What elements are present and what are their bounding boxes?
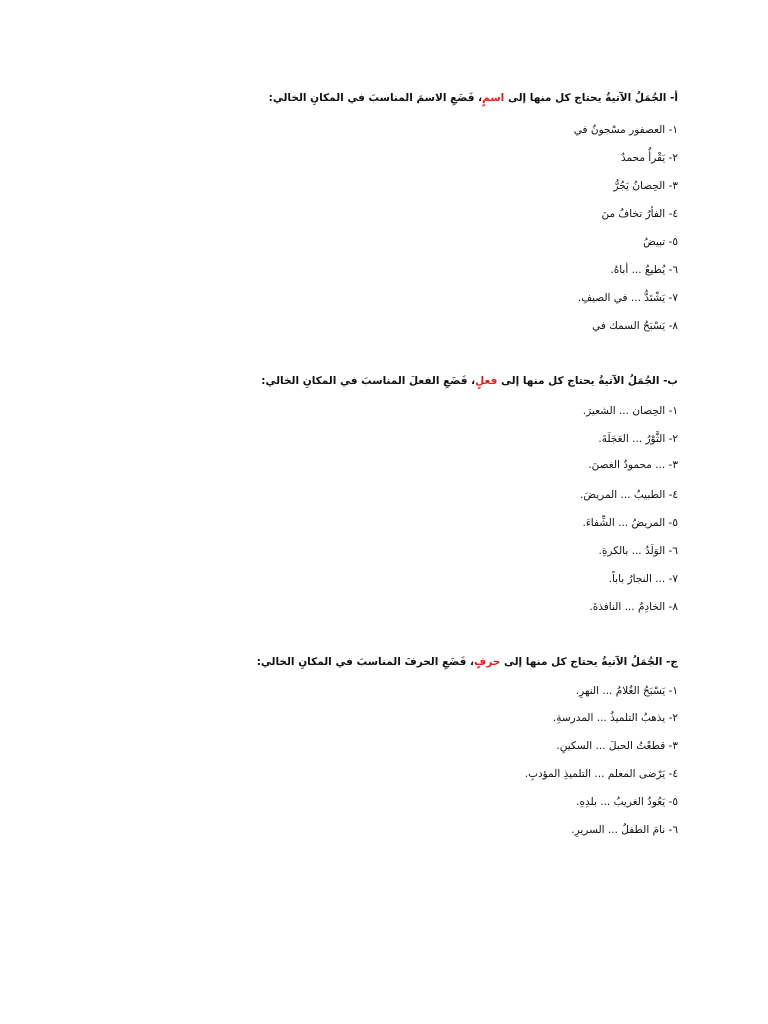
section-a-item: ١- العصفور مسْجونٌ في xyxy=(516,122,678,138)
handwritten-answer xyxy=(585,234,643,250)
section-a-item: ٨- يَسْبَحُ السمك في xyxy=(534,318,678,334)
section-a-item: ٤- الفأرُ تخافُ منَ xyxy=(543,206,678,222)
section-c-keyword: حرفٍ xyxy=(474,656,501,668)
section-b-item: ٢- الثَّوْرُ ... العَجَلَةَ. xyxy=(540,431,678,447)
section-b-item: ١- الحِصان ... الشعيرَ. xyxy=(525,403,678,419)
section-b-item: ٧- ... النجارُ باباً. xyxy=(551,571,678,587)
handwritten-answer xyxy=(555,178,613,194)
handwritten-answer xyxy=(520,290,578,306)
handwritten-answer xyxy=(525,403,583,419)
section-c-item: ٢- يذهبُ التلميذُ ... المدرسةِ. xyxy=(552,712,678,724)
section-a-keyword: اسمٍ xyxy=(482,92,505,104)
handwritten-answer xyxy=(540,431,598,447)
handwritten-answer xyxy=(534,318,592,334)
section-c-item: ٥- يَعُودُ الغريبُ ... بلدِهِ. xyxy=(576,796,678,808)
handwritten-answer xyxy=(525,515,583,531)
handwritten-answer xyxy=(543,206,601,222)
section-b-item: ٥- المريضُ ... الشِّفاءَ. xyxy=(525,515,679,531)
section-a-heading: أ- الجُمَلُ الآتيةُ يحتاج كل منها إلى اسمٍ، فَضَعِ الاسمَ المناسبَ في المكانِ الخالي: xyxy=(268,92,678,104)
section-c-heading: ج- الجُمَلُ الآتيةُ يحتاج كل منها إلى حرفٍ، فَضَعِ الحرفَ المناسبَ في المكانِ الخالي: xyxy=(256,656,678,668)
handwritten-answer xyxy=(531,599,589,615)
section-a-item: ٥- تبيضُ xyxy=(585,234,678,250)
handwritten-answer xyxy=(522,487,580,503)
section-a-item: ٣- الحِصانُ يَجُرُّ xyxy=(555,178,678,194)
section-c-item: ٦- نامَ الطفلُ ... السريرِ. xyxy=(571,824,678,836)
handwritten-answer xyxy=(552,262,610,278)
handwritten-answer xyxy=(563,150,621,166)
section-b-item: ٦- الوَلَدُ ... بالكرةِ. xyxy=(541,543,678,559)
section-b-item: ٣- ... محمودٌ الغصنَ. xyxy=(588,459,678,471)
section-a-item: ٦- يُطيعُ ... أباهُ. xyxy=(552,262,678,278)
section-b-item: ٤- الطبيبُ ... المريضَ. xyxy=(522,487,678,503)
section-c-item: ١- يَسْبَحُ الغُلامُ ... النهرِ. xyxy=(575,685,678,697)
section-a-item: ٧- يَشْتَدُّ ... في الصيفِ. xyxy=(520,290,678,306)
section-b-keyword: فعلٍ xyxy=(475,375,498,387)
handwritten-answer xyxy=(551,571,609,587)
section-b-item: ٨- الخادِمُ ... النافذةَ. xyxy=(531,599,678,615)
section-a-item: ٢- يَقْرأُ محمدٌ xyxy=(563,150,678,166)
section-c-item: ٣- قطعْتُ الحبلَ ... السكينِ. xyxy=(556,740,678,752)
handwritten-answer xyxy=(541,543,599,559)
handwritten-answer xyxy=(516,122,574,138)
section-b-heading: ب- الجُمَلُ الآتيةُ يحتاج كل منها إلى فعلٍ، فَضَعِ الفعلَ المناسبَ في المكانِ الخالي: xyxy=(261,375,678,387)
section-c-item: ٤- يَرْضى المعلم ... التلميذِ المؤدبِ. xyxy=(524,768,678,780)
